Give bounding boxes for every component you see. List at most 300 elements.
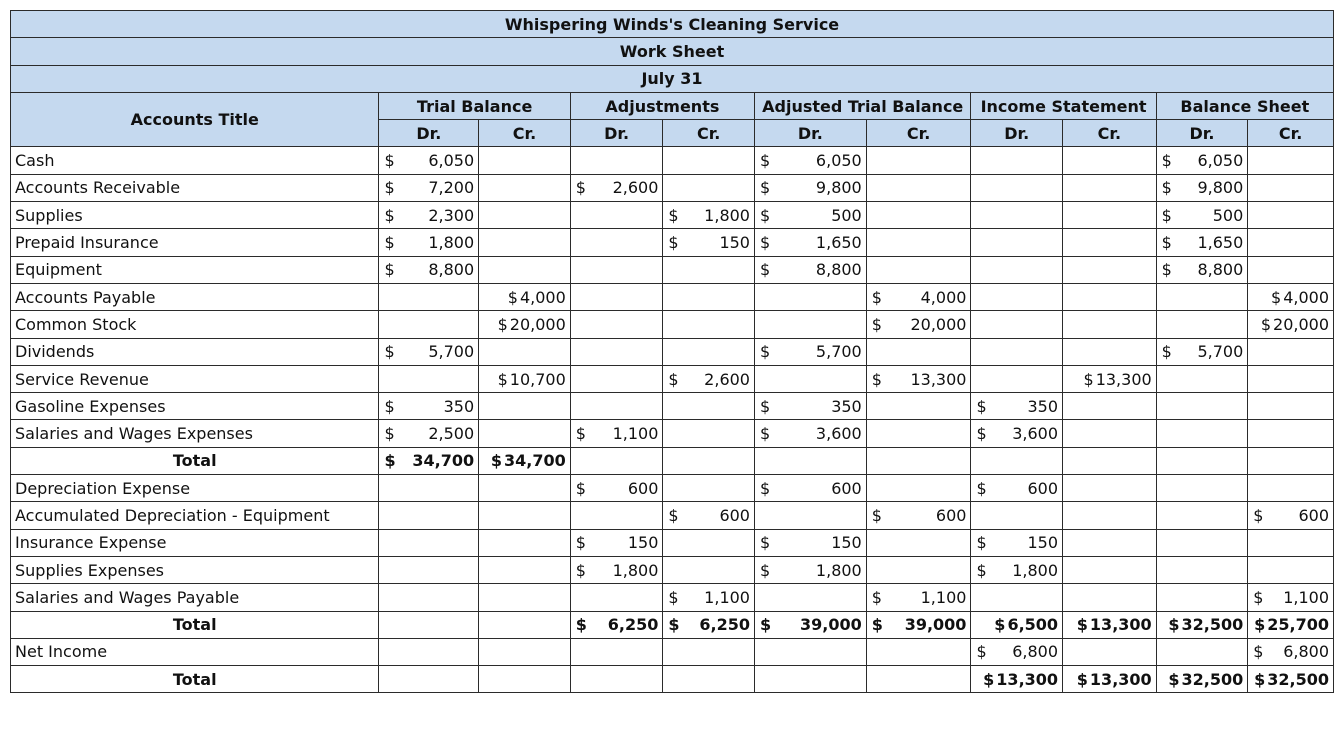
amount-cell [1063, 202, 1157, 229]
amount-value: 20,000 [1273, 314, 1329, 334]
amount-cell [754, 338, 866, 365]
amount-value: 600 [831, 478, 862, 498]
amount-cell [379, 393, 479, 420]
amount-cell [754, 502, 866, 529]
account-row [11, 283, 1334, 310]
amount-cell [754, 529, 866, 556]
amount-cell [1063, 147, 1157, 174]
amount-cell [570, 529, 663, 556]
cr-header: Cr. [479, 120, 571, 147]
amount-cell [663, 447, 755, 474]
amount-cell [754, 475, 866, 502]
amount-cell [1063, 393, 1157, 420]
amount-value: 13,300 [910, 369, 967, 389]
amount-cell [379, 556, 479, 583]
amount-value: 600 [1298, 505, 1329, 525]
currency-symbol: $ [1260, 314, 1272, 334]
amount-value: 9,800 [1197, 178, 1244, 198]
amount-cell [754, 147, 866, 174]
currency-symbol: $ [497, 314, 508, 334]
amount-cell [754, 638, 866, 665]
amount-cell [379, 338, 479, 365]
amount-cell [971, 420, 1063, 447]
amount-cell [971, 475, 1063, 502]
currency-symbol: $ [384, 424, 395, 444]
amount-value: 1,800 [612, 560, 659, 580]
currency-symbol: $ [1161, 205, 1172, 225]
currency-symbol: $ [759, 533, 771, 553]
amount-cell [570, 256, 663, 283]
amount-cell [1063, 611, 1157, 638]
account-name: Supplies [11, 202, 379, 229]
currency-symbol: $ [575, 615, 587, 635]
dr-header: Dr. [754, 120, 866, 147]
amount-value: 3,600 [815, 424, 862, 444]
title-row-company [11, 11, 1334, 38]
currency-symbol: $ [1161, 178, 1172, 198]
title-row-date [11, 65, 1334, 92]
currency-symbol: $ [490, 451, 503, 471]
account-row [11, 556, 1334, 583]
amount-value: 5,700 [1197, 342, 1244, 362]
amount-cell [754, 202, 866, 229]
amount-cell [1156, 393, 1248, 420]
sheet-date: July 31 [11, 65, 1334, 92]
amount-cell [1156, 447, 1248, 474]
amount-cell [866, 529, 971, 556]
amount-value: 1,800 [815, 560, 862, 580]
currency-symbol: $ [497, 369, 508, 389]
amount-cell [379, 283, 479, 310]
cr-header: Cr. [866, 120, 971, 147]
account-name: Supplies Expenses [11, 556, 379, 583]
amount-cell [570, 174, 663, 201]
amount-cell [570, 202, 663, 229]
account-name: Accounts Receivable [11, 174, 379, 201]
currency-symbol: $ [759, 151, 771, 171]
amount-value: 25,700 [1267, 615, 1329, 635]
currency-symbol: $ [384, 151, 395, 171]
currency-symbol: $ [994, 615, 1006, 635]
amount-cell [1248, 311, 1334, 338]
amount-cell [1248, 202, 1334, 229]
currency-symbol: $ [759, 233, 771, 253]
amount-cell [1248, 556, 1334, 583]
account-row [11, 311, 1334, 338]
total-label: Total [11, 666, 379, 693]
amount-cell [1156, 365, 1248, 392]
amount-value: 1,100 [1283, 587, 1329, 607]
currency-symbol: $ [976, 560, 987, 580]
amount-cell [1156, 638, 1248, 665]
amount-cell [479, 611, 571, 638]
amount-cell [379, 202, 479, 229]
amount-cell [1248, 256, 1334, 283]
amount-cell [479, 311, 571, 338]
currency-symbol: $ [575, 178, 586, 198]
account-name: Salaries and Wages Expenses [11, 420, 379, 447]
amount-value: 13,300 [996, 669, 1059, 689]
amount-value: 10,700 [509, 369, 566, 389]
dr-header: Dr. [379, 120, 479, 147]
amount-cell [479, 283, 571, 310]
currency-symbol: $ [668, 369, 679, 389]
amount-cell [1248, 666, 1334, 693]
amount-cell [971, 447, 1063, 474]
amount-cell [1248, 174, 1334, 201]
amount-cell [971, 584, 1063, 611]
amount-cell [663, 393, 755, 420]
amount-cell [570, 584, 663, 611]
currency-symbol: $ [1253, 587, 1264, 607]
currency-symbol: $ [1254, 615, 1266, 635]
group-header-income-statement: Income Statement [971, 92, 1156, 119]
currency-symbol: $ [871, 615, 883, 635]
amount-cell [754, 283, 866, 310]
amount-cell [479, 147, 571, 174]
amount-cell [1248, 420, 1334, 447]
currency-symbol: $ [507, 287, 518, 307]
amount-cell [1248, 229, 1334, 256]
amount-value: 500 [1212, 205, 1244, 225]
amount-cell [1156, 529, 1248, 556]
amount-value: 13,300 [1089, 669, 1152, 689]
group-header-balance-sheet: Balance Sheet [1156, 92, 1333, 119]
amount-value: 6,050 [428, 151, 475, 171]
account-name: Net Income [11, 638, 379, 665]
currency-symbol: $ [384, 178, 395, 198]
amount-cell [663, 638, 755, 665]
account-name: Common Stock [11, 311, 379, 338]
account-row [11, 529, 1334, 556]
amount-cell [866, 420, 971, 447]
amount-cell [379, 229, 479, 256]
amount-cell [479, 174, 571, 201]
amount-value: 6,500 [1007, 615, 1059, 635]
amount-value: 1,650 [815, 233, 862, 253]
dr-header: Dr. [570, 120, 663, 147]
account-name: Depreciation Expense [11, 475, 379, 502]
currency-symbol: $ [1253, 642, 1264, 662]
amount-cell [1156, 338, 1248, 365]
currency-symbol: $ [983, 669, 995, 689]
amount-cell [1248, 475, 1334, 502]
amount-cell [379, 174, 479, 201]
amount-cell [379, 311, 479, 338]
account-name: Equipment [11, 256, 379, 283]
currency-symbol: $ [668, 505, 679, 525]
currency-symbol: $ [384, 205, 395, 225]
amount-cell [971, 365, 1063, 392]
amount-value: 34,700 [412, 451, 475, 471]
amount-value: 2,600 [612, 178, 659, 198]
amount-cell [1248, 393, 1334, 420]
amount-cell [1063, 365, 1157, 392]
amount-cell [971, 338, 1063, 365]
amount-cell [1248, 584, 1334, 611]
amount-value: 1,100 [612, 424, 659, 444]
currency-symbol: $ [759, 396, 771, 416]
amount-cell [663, 174, 755, 201]
account-name: Gasoline Expenses [11, 393, 379, 420]
amount-value: 600 [1027, 478, 1059, 498]
account-name: Cash [11, 147, 379, 174]
dr-header: Dr. [1156, 120, 1248, 147]
group-header-trial-balance: Trial Balance [379, 92, 570, 119]
amount-cell [663, 147, 755, 174]
account-row [11, 502, 1334, 529]
amount-cell [971, 311, 1063, 338]
amount-cell [663, 338, 755, 365]
account-name: Salaries and Wages Payable [11, 584, 379, 611]
amount-cell [479, 556, 571, 583]
total-row [11, 666, 1334, 693]
amount-cell [379, 447, 479, 474]
amount-value: 6,050 [1197, 151, 1244, 171]
amount-value: 6,250 [607, 615, 659, 635]
amount-cell [866, 147, 971, 174]
account-name: Accumulated Depreciation - Equipment [11, 502, 379, 529]
group-header-row [11, 92, 1334, 119]
amount-cell [479, 529, 571, 556]
amount-cell [971, 174, 1063, 201]
account-row [11, 256, 1334, 283]
currency-symbol: $ [759, 478, 771, 498]
total-row [11, 447, 1334, 474]
amount-cell [479, 338, 571, 365]
account-row [11, 420, 1334, 447]
currency-symbol: $ [1161, 151, 1172, 171]
currency-symbol: $ [668, 205, 679, 225]
amount-cell [663, 584, 755, 611]
amount-cell [754, 365, 866, 392]
currency-symbol: $ [759, 560, 771, 580]
currency-symbol: $ [384, 451, 396, 471]
account-row [11, 202, 1334, 229]
currency-symbol: $ [759, 260, 771, 280]
sheet-title: Work Sheet [11, 38, 1334, 65]
amount-cell [1156, 229, 1248, 256]
amount-cell [866, 338, 971, 365]
amount-cell [866, 393, 971, 420]
amount-cell [663, 502, 755, 529]
amount-value: 350 [831, 396, 862, 416]
currency-symbol: $ [1161, 342, 1172, 362]
cr-header: Cr. [1248, 120, 1334, 147]
amount-value: 6,800 [1283, 642, 1329, 662]
amount-cell [866, 202, 971, 229]
amount-value: 350 [1027, 396, 1059, 416]
amount-cell [379, 365, 479, 392]
amount-cell [1156, 202, 1248, 229]
amount-value: 5,700 [428, 342, 475, 362]
account-row [11, 365, 1334, 392]
amount-cell [971, 611, 1063, 638]
currency-symbol: $ [384, 342, 395, 362]
amount-cell [570, 666, 663, 693]
amount-cell [866, 256, 971, 283]
amount-cell [1156, 420, 1248, 447]
amount-cell [1063, 338, 1157, 365]
amount-cell [570, 420, 663, 447]
amount-cell [570, 338, 663, 365]
amount-cell [570, 365, 663, 392]
amount-cell [663, 420, 755, 447]
account-row [11, 475, 1334, 502]
amount-cell [379, 584, 479, 611]
currency-symbol: $ [1271, 287, 1282, 307]
amount-cell [1156, 666, 1248, 693]
amount-cell [479, 229, 571, 256]
amount-cell [866, 611, 971, 638]
amount-cell [1063, 311, 1157, 338]
amount-cell [570, 447, 663, 474]
amount-cell [479, 393, 571, 420]
amount-cell [663, 611, 755, 638]
amount-value: 150 [627, 533, 659, 553]
currency-symbol: $ [1083, 369, 1094, 389]
amount-cell [754, 393, 866, 420]
amount-cell [1156, 611, 1248, 638]
amount-cell [479, 447, 571, 474]
currency-symbol: $ [668, 587, 679, 607]
amount-cell [1248, 611, 1334, 638]
amount-cell [866, 666, 971, 693]
amount-cell [866, 174, 971, 201]
amount-cell [1063, 556, 1157, 583]
amount-cell [971, 256, 1063, 283]
amount-cell [1063, 420, 1157, 447]
work-sheet-table [10, 10, 1334, 693]
currency-symbol: $ [384, 233, 395, 253]
amount-value: 8,800 [428, 260, 475, 280]
currency-symbol: $ [976, 533, 987, 553]
amount-cell [379, 256, 479, 283]
amount-value: 1,100 [704, 587, 750, 607]
amount-cell [866, 283, 971, 310]
amount-cell [1156, 584, 1248, 611]
amount-cell [1248, 365, 1334, 392]
amount-cell [479, 256, 571, 283]
amount-value: 2,500 [428, 424, 475, 444]
amount-cell [971, 556, 1063, 583]
amount-cell [1248, 502, 1334, 529]
currency-symbol: $ [1253, 505, 1264, 525]
amount-value: 1,100 [920, 587, 967, 607]
amount-cell [866, 584, 971, 611]
amount-cell [1063, 529, 1157, 556]
amount-value: 4,000 [920, 287, 967, 307]
currency-symbol: $ [871, 314, 882, 334]
currency-symbol: $ [871, 287, 882, 307]
amount-cell [570, 475, 663, 502]
amount-cell [866, 229, 971, 256]
account-row [11, 638, 1334, 665]
currency-symbol: $ [759, 424, 771, 444]
currency-symbol: $ [575, 560, 586, 580]
currency-symbol: $ [976, 642, 987, 662]
amount-value: 13,300 [1095, 369, 1152, 389]
amount-cell [479, 502, 571, 529]
amount-cell [1063, 229, 1157, 256]
amount-cell [1248, 638, 1334, 665]
amount-cell [1063, 174, 1157, 201]
amount-cell [971, 229, 1063, 256]
account-row [11, 338, 1334, 365]
amount-cell [971, 283, 1063, 310]
amount-cell [1156, 283, 1248, 310]
amount-cell [971, 638, 1063, 665]
amount-cell [663, 666, 755, 693]
amount-cell [866, 447, 971, 474]
currency-symbol: $ [384, 396, 395, 416]
amount-value: 32,500 [1181, 615, 1244, 635]
amount-cell [479, 365, 571, 392]
amount-value: 600 [627, 478, 659, 498]
amount-cell [479, 638, 571, 665]
amount-cell [971, 502, 1063, 529]
amount-cell [479, 202, 571, 229]
amount-value: 1,650 [1197, 233, 1244, 253]
amount-cell [663, 283, 755, 310]
account-row [11, 229, 1334, 256]
amount-cell [379, 420, 479, 447]
amount-value: 600 [935, 505, 967, 525]
currency-symbol: $ [668, 233, 679, 253]
amount-cell [1063, 638, 1157, 665]
account-name: Insurance Expense [11, 529, 379, 556]
currency-symbol: $ [871, 369, 882, 389]
amount-value: 9,800 [815, 178, 862, 198]
amount-cell [663, 202, 755, 229]
amount-value: 32,500 [1181, 669, 1244, 689]
account-row [11, 147, 1334, 174]
amount-cell [663, 475, 755, 502]
currency-symbol: $ [1168, 669, 1180, 689]
currency-symbol: $ [575, 424, 586, 444]
amount-cell [754, 256, 866, 283]
amount-cell [1248, 283, 1334, 310]
account-row [11, 174, 1334, 201]
amount-cell [663, 311, 755, 338]
amount-cell [866, 556, 971, 583]
amount-value: 8,800 [1197, 260, 1244, 280]
amount-cell [1063, 584, 1157, 611]
currency-symbol: $ [759, 342, 771, 362]
amount-cell [971, 202, 1063, 229]
amount-cell [1156, 174, 1248, 201]
amount-cell [754, 666, 866, 693]
amount-cell [379, 475, 479, 502]
amount-value: 6,250 [699, 615, 750, 635]
account-row [11, 393, 1334, 420]
amount-value: 39,000 [799, 615, 862, 635]
account-name: Prepaid Insurance [11, 229, 379, 256]
currency-symbol: $ [1076, 669, 1088, 689]
cr-header: Cr. [663, 120, 755, 147]
amount-value: 20,000 [509, 314, 566, 334]
amount-cell [754, 447, 866, 474]
group-header-adjusted-trial-balance: Adjusted Trial Balance [754, 92, 970, 119]
amount-cell [570, 611, 663, 638]
amount-cell [1248, 447, 1334, 474]
currency-symbol: $ [668, 615, 680, 635]
cr-header: Cr. [1063, 120, 1157, 147]
currency-symbol: $ [575, 478, 586, 498]
currency-symbol: $ [759, 615, 772, 635]
amount-cell [570, 556, 663, 583]
amount-value: 1,800 [704, 205, 750, 225]
